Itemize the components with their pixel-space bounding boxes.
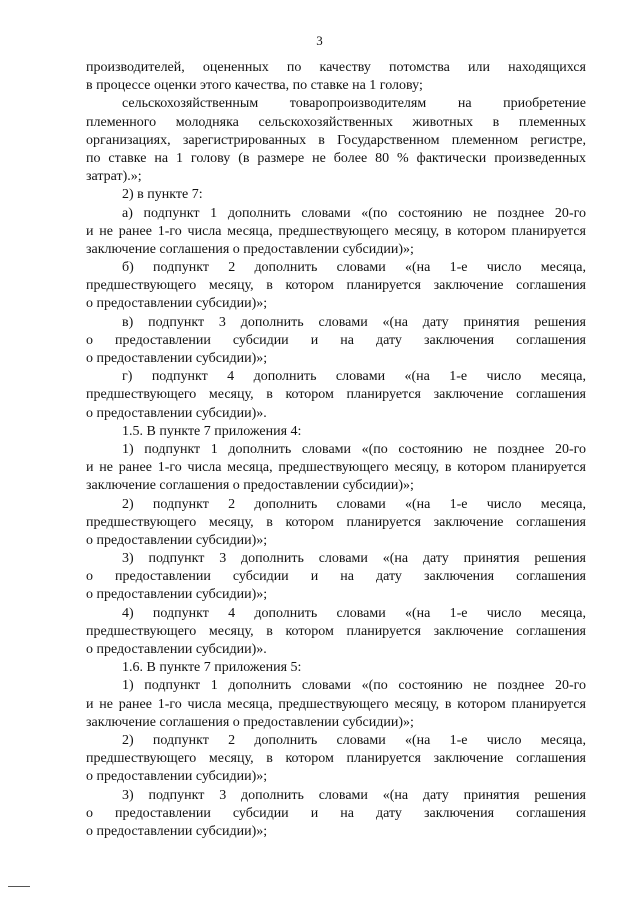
document-line: 2) подпункт 2 дополнить словами «(на 1-е число месяца, [122,496,586,512]
document-line: заключение соглашения о предоставлении субсидии)»; [86,241,414,257]
document-line: 1) подпункт 1 дополнить словами «(по состоянию не позднее 20-го [122,441,586,457]
document-line: о предоставлении субсидии)»; [86,769,268,785]
document-line: предшествующего месяцу, в котором планируется заключение соглашения [86,278,586,294]
document-line: б) подпункт 2 дополнить словами «(на 1-е число месяца, [122,260,586,276]
page-corner-mark [8,886,30,887]
document-line: о предоставлении субсидии)». [86,405,267,421]
document-line: 3) подпункт 3 дополнить словами «(на дату принятия решения [122,551,586,567]
document-line: 2) в пункте 7: [122,187,203,203]
document-line: 1.5. В пункте 7 приложения 4: [122,423,302,439]
document-body [86,59,586,841]
document-line: а) подпункт 1 дополнить словами «(по состоянию не позднее 20-го [122,205,586,221]
document-line: предшествующего месяцу, в котором планируется заключение соглашения [86,623,586,639]
page-number: 3 [316,33,323,48]
document-line: племенного молодняка сельскохозяйственных животных в племенных [86,114,586,130]
document-line: производителей, оцененных по качеству потомства или находящихся [86,60,586,75]
document-line: 2) подпункт 2 дополнить словами «(на 1-е число месяца, [122,732,586,748]
document-line: в процессе оценки этого качества, по ставке на 1 голову; [86,78,423,94]
document-line: по ставке на 1 голову (в размере не более 80 % фактически произведенных [86,150,586,166]
document-line: о предоставлении субсидии и на дату заключения соглашения [86,332,586,348]
document-line: о предоставлении субсидии)»; [86,823,268,839]
document-line: 1) подпункт 1 дополнить словами «(по состоянию не позднее 20-го [122,678,586,694]
document-line: 3) подпункт 3 дополнить словами «(на дату принятия решения [122,787,586,803]
document-line: о предоставлении субсидии)»; [86,587,268,603]
document-line: о предоставлении субсидии)». [86,642,267,657]
document-line: г) подпункт 4 дополнить словами «(на 1-е число месяца, [122,369,586,385]
document-line: о предоставлении субсидии)»; [86,351,268,366]
document-line: предшествующего месяцу, в котором планируется заключение соглашения [86,387,586,403]
document-line: предшествующего месяцу, в котором планируется заключение соглашения [86,751,586,767]
document-line: о предоставлении субсидии)»; [86,532,268,548]
document-line: о предоставлении субсидии и на дату заключения соглашения [86,805,586,821]
document-line: сельскохозяйственным товаропроизводителям на приобретение [122,96,586,112]
document-line: предшествующего месяцу, в котором планируется заключение соглашения [86,514,586,530]
document-line: 4) подпункт 4 дополнить словами «(на 1-е число месяца, [122,605,586,621]
document-line: заключение соглашения о предоставлении субсидии)»; [86,478,414,494]
document-line: и не ранее 1-го числа месяца, предшествующего месяцу, в котором планируется [86,460,586,476]
document-line: в) подпункт 3 дополнить словами «(на дату принятия решения [122,314,586,330]
document-line: организациях, зарегистрированных в Государственном племенном регистре, [86,132,586,148]
document-line: 1.6. В пункте 7 приложения 5: [122,660,302,676]
document-line: затрат).»; [86,169,142,185]
document-line: заключение соглашения о предоставлении субсидии)»; [86,714,414,730]
document-line: и не ранее 1-го числа месяца, предшествующего месяцу, в котором планируется [86,696,586,712]
document-line: о предоставлении субсидии)»; [86,296,268,312]
document-line: о предоставлении субсидии и на дату заключения соглашения [86,569,586,585]
document-line: и не ранее 1-го числа месяца, предшествующего месяцу, в котором планируется [86,223,586,239]
